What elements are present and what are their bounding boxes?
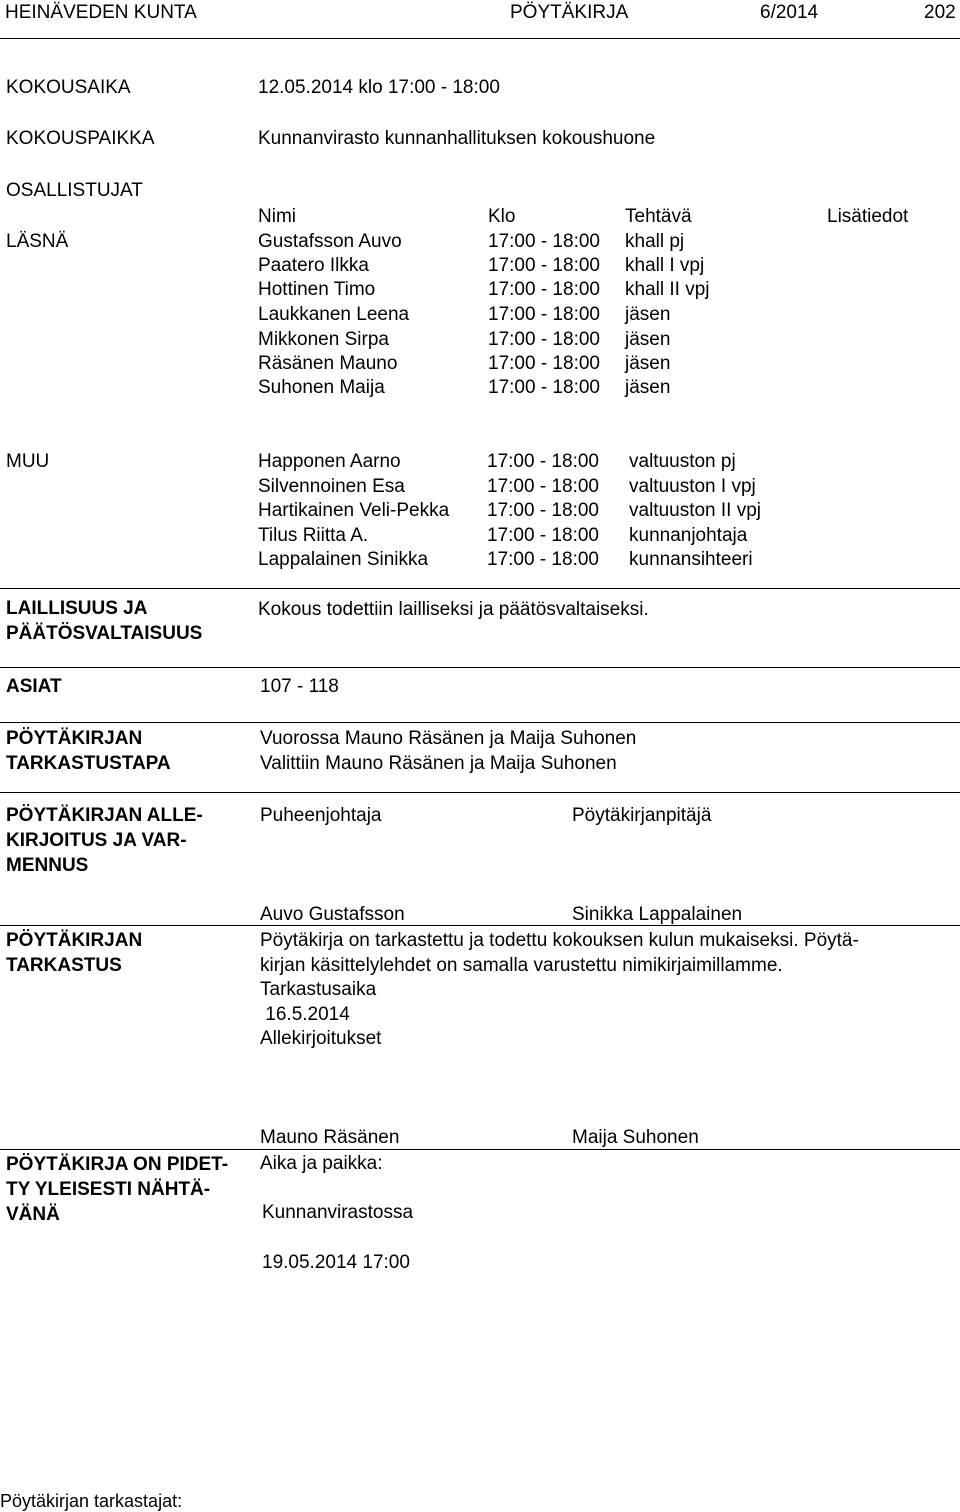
participant-role: khall II vpj: [625, 279, 710, 300]
legality-label-line1: LAILLISUUS JA: [6, 598, 148, 619]
review-date-label: Tarkastusaika: [260, 979, 377, 1000]
secretary-name: Sinikka Lappalainen: [572, 904, 743, 925]
participant-time: 17:00 - 18:00: [488, 279, 600, 300]
document-type: PÖYTÄKIRJA: [510, 2, 629, 23]
legality-text: Kokous todettiin lailliseksi ja päätösvaltaiseksi.: [258, 599, 649, 620]
footer-reviewers-label: Pöytäkirjan tarkastajat:: [0, 1491, 183, 1511]
review-label-line2: TARKASTUS: [6, 955, 122, 976]
participant-time: 17:00 - 18:00: [487, 476, 599, 497]
participant-role: khall pj: [625, 231, 685, 252]
column-time-header: Klo: [488, 206, 516, 227]
review-method-label: [6, 726, 171, 776]
page-number: 202: [924, 2, 956, 23]
other-label: MUU: [6, 451, 50, 472]
participant-time: 17:00 - 18:00: [488, 255, 600, 276]
time-place-label: Aika ja paikka:: [260, 1153, 383, 1174]
participant-role: valtuuston II vpj: [629, 500, 762, 521]
section-divider: [0, 1149, 960, 1150]
section-divider: [0, 925, 960, 926]
review-method-line2: Valittiin Mauno Räsänen ja Maija Suhonen: [260, 753, 617, 774]
participant-name: Silvennoinen Esa: [258, 476, 405, 497]
display-datetime: 19.05.2014 17:00: [262, 1252, 410, 1273]
present-label: LÄSNÄ: [6, 231, 69, 252]
legality-label-line2: PÄÄTÖSVALTAISUUS: [6, 623, 203, 644]
reviewer1-name: Mauno Räsänen: [260, 1127, 400, 1148]
chair-title: Puheenjohtaja: [260, 805, 382, 826]
participant-role: valtuuston I vpj: [629, 476, 756, 497]
participant-role: jäsen: [625, 353, 671, 374]
participant-time: 17:00 - 18:00: [487, 451, 599, 472]
participant-time: 17:00 - 18:00: [487, 549, 599, 570]
participant-name: Hartikainen Veli-Pekka: [258, 500, 450, 521]
participant-time: 17:00 - 18:00: [488, 231, 600, 252]
participant-role: valtuuston pj: [629, 451, 736, 472]
signing-label-line1: PÖYTÄKIRJAN ALLE-: [6, 805, 203, 826]
section-divider: [0, 792, 960, 793]
section-divider: [0, 722, 960, 723]
participant-name: Hottinen Timo: [258, 279, 376, 300]
participant-role: jäsen: [625, 304, 671, 325]
signatures-label: Allekirjoitukset: [260, 1028, 382, 1049]
secretary-title: Pöytäkirjanpitäjä: [572, 805, 712, 826]
display-place: Kunnanvirastossa: [262, 1202, 414, 1223]
items-value: 107 - 118: [260, 676, 339, 697]
participant-name: Suhonen Maija: [258, 377, 385, 398]
reviewer2-name: Maija Suhonen: [572, 1127, 699, 1148]
participant-role: jäsen: [625, 329, 671, 350]
review-label: [6, 928, 142, 978]
public-display-label-line1: PÖYTÄKIRJA ON PIDET-: [6, 1154, 229, 1175]
legality-label: [6, 596, 202, 646]
signing-label: [6, 803, 203, 878]
participant-name: Gustafsson Auvo: [258, 231, 402, 252]
column-info-header: Lisätiedot: [827, 206, 909, 227]
column-name-header: Nimi: [258, 206, 296, 227]
participant-name: Räsänen Mauno: [258, 353, 398, 374]
participant-role: khall I vpj: [625, 255, 705, 276]
review-date-value: 16.5.2014: [260, 1004, 350, 1025]
column-role-header: Tehtävä: [625, 206, 692, 227]
participant-name: Laukkanen Leena: [258, 304, 410, 325]
items-label: ASIAT: [6, 676, 62, 697]
review-label-line1: PÖYTÄKIRJAN: [6, 930, 143, 951]
header-divider: [0, 38, 960, 39]
section-divider: [0, 667, 960, 668]
signing-label-line2: KIRJOITUS JA VAR-: [6, 830, 187, 851]
public-display-label: [6, 1152, 228, 1227]
public-display-label-line3: VÄNÄ: [6, 1204, 60, 1225]
participant-time: 17:00 - 18:00: [487, 500, 599, 521]
chair-name: Auvo Gustafsson: [260, 904, 405, 925]
participant-role: kunnanjohtaja: [629, 525, 748, 546]
municipality-name: HEINÄVEDEN KUNTA: [5, 2, 197, 23]
review-method-label-line2: TARKASTUSTAPA: [6, 753, 171, 774]
participant-name: Paatero Ilkka: [258, 255, 369, 276]
participant-role: kunnansihteeri: [629, 549, 753, 570]
participant-name: Tilus Riitta A.: [258, 525, 369, 546]
review-text-line1: Pöytäkirja on tarkastettu ja todettu kokouksen kulun mukaiseksi. Pöytä-: [260, 930, 859, 951]
participant-name: Lappalainen Sinikka: [258, 549, 429, 570]
participant-role: jäsen: [625, 377, 671, 398]
section-divider: [0, 588, 960, 589]
participant-time: 17:00 - 18:00: [488, 329, 600, 350]
meeting-place-label: KOKOUSPAIKKA: [6, 128, 155, 149]
review-method-label-line1: PÖYTÄKIRJAN: [6, 728, 143, 749]
meeting-time-value: 12.05.2014 klo 17:00 - 18:00: [258, 77, 500, 98]
participant-name: Mikkonen Sirpa: [258, 329, 389, 350]
participant-time: 17:00 - 18:00: [488, 377, 600, 398]
review-method-line1: Vuorossa Mauno Räsänen ja Maija Suhonen: [260, 728, 637, 749]
participant-name: Happonen Aarno: [258, 451, 401, 472]
meeting-time-label: KOKOUSAIKA: [6, 77, 131, 98]
participants-label: OSALLISTUJAT: [6, 180, 143, 201]
public-display-label-line2: TY YLEISESTI NÄHTÄ-: [6, 1179, 211, 1200]
participant-time: 17:00 - 18:00: [488, 353, 600, 374]
document-number: 6/2014: [760, 2, 819, 23]
meeting-place-value: Kunnanvirasto kunnanhallituksen kokoushuone: [258, 128, 656, 149]
participant-time: 17:00 - 18:00: [487, 525, 599, 546]
review-text-line2: kirjan käsittelylehdet on samalla varustettu nimikirjaimillamme.: [260, 955, 783, 976]
signing-label-line3: MENNUS: [6, 855, 89, 876]
participant-time: 17:00 - 18:00: [488, 304, 600, 325]
